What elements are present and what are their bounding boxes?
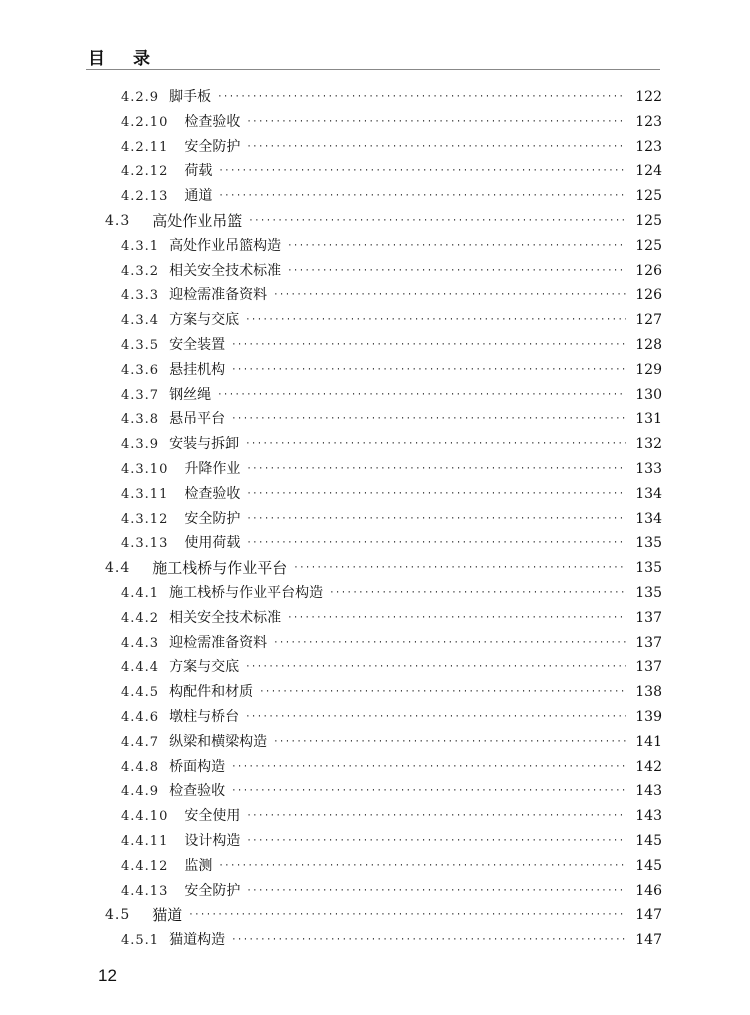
toc-entry-page: 147 [635, 932, 662, 949]
toc-entry-number: 4.3.12 [121, 511, 169, 527]
toc-entry-page: 137 [635, 634, 662, 651]
dot-leader [217, 383, 626, 408]
toc-subsection-entry[interactable] [121, 110, 662, 135]
toc-entry-title: 检查验收 [169, 783, 226, 800]
toc-subsection-entry[interactable] [121, 184, 662, 209]
toc-entry-title: 设计构造 [184, 833, 241, 849]
toc-subsection-entry[interactable] [121, 854, 662, 879]
toc-entry-title: 悬吊平台 [169, 411, 226, 428]
toc-entry-number: 4.3.10 [121, 462, 169, 477]
toc-entry-title: 荷载 [184, 163, 213, 180]
dot-leader [246, 507, 626, 532]
toc-entry-title: 安全装置 [169, 337, 226, 353]
toc-entry-page: 128 [635, 337, 662, 353]
page-header [88, 44, 150, 69]
toc-subsection-entry[interactable] [121, 779, 662, 804]
toc-subsection-entry[interactable] [121, 680, 662, 705]
dot-leader [287, 606, 626, 631]
toc-entry-number: 4.4.9 [121, 784, 160, 800]
toc-entry-page: 143 [635, 783, 662, 800]
toc-entry-page: 143 [635, 808, 662, 825]
toc-entry-page: 135 [635, 560, 662, 577]
toc-entry-title: 安装与拆卸 [169, 436, 240, 453]
toc-entry-page: 137 [635, 659, 662, 676]
toc-entry-page: 125 [635, 188, 662, 205]
toc-entry-page: 141 [635, 733, 662, 750]
toc-entry-page: 127 [635, 312, 662, 329]
dot-leader [259, 680, 626, 705]
toc-subsection-entry[interactable] [121, 85, 662, 110]
toc-subsection-entry[interactable] [121, 928, 662, 953]
toc-subsection-entry[interactable] [121, 333, 662, 358]
toc-entry-page: 129 [635, 361, 662, 378]
toc-entry-page: 142 [635, 758, 662, 775]
toc-entry-title: 监测 [184, 857, 213, 874]
toc-entry-number: 4.3 [105, 213, 131, 229]
toc-entry-number: 4.4.3 [121, 635, 160, 651]
dot-leader [273, 631, 626, 656]
toc-entry-title: 升降作业 [184, 461, 241, 477]
toc-entry-title: 纵梁和横梁构造 [169, 733, 268, 750]
toc-entry-title: 安全防护 [184, 138, 241, 155]
dot-leader [231, 928, 626, 953]
dot-leader [231, 779, 626, 804]
toc-entry-page: 137 [635, 609, 662, 626]
toc-section-entry[interactable] [105, 556, 662, 581]
toc-entry-page: 147 [635, 907, 662, 924]
toc-subsection-entry[interactable] [121, 234, 662, 259]
toc-subsection-entry[interactable] [121, 482, 662, 507]
toc-entry-title: 脚手板 [169, 89, 212, 105]
toc-entry-number: 4.4.13 [121, 883, 169, 899]
toc-subsection-entry[interactable] [121, 581, 662, 606]
toc-subsection-entry[interactable] [121, 755, 662, 780]
dot-leader [231, 407, 626, 432]
toc-subsection-entry[interactable] [121, 655, 662, 680]
dot-leader [217, 85, 626, 110]
dot-leader [245, 655, 626, 680]
toc-entry-title: 迎检需准备资料 [169, 287, 268, 304]
toc-subsection-entry[interactable] [121, 159, 662, 184]
toc-section-entry[interactable] [105, 209, 662, 234]
toc-entry-number: 4.4.6 [121, 710, 160, 725]
toc-entry-number: 4.3.4 [121, 313, 160, 329]
toc-entry-page: 134 [635, 485, 662, 502]
toc-entry-number: 4.5.1 [121, 933, 160, 949]
toc-entry-title: 安全防护 [184, 510, 241, 527]
toc-entry-title: 安全防护 [184, 882, 241, 899]
dot-leader [246, 135, 626, 160]
dot-leader [188, 903, 626, 928]
toc-entry-number: 4.3.3 [121, 288, 160, 304]
toc-entry-title: 施工栈桥与作业平台 [152, 559, 288, 578]
header-char-1: 目 [88, 49, 105, 69]
toc-subsection-entry[interactable] [121, 457, 662, 482]
toc-entry-number: 4.3.6 [121, 362, 160, 378]
toc-entry-title: 方案与交底 [169, 312, 240, 329]
dot-leader [218, 159, 626, 184]
dot-leader [287, 259, 626, 284]
toc-entry-title: 高处作业吊篮 [152, 212, 243, 230]
dot-leader [246, 879, 626, 904]
toc-entry-page: 130 [635, 386, 662, 403]
toc-entry-title: 钢丝绳 [169, 386, 212, 403]
toc-subsection-entry[interactable] [121, 407, 662, 432]
toc-entry-number: 4.4.8 [121, 759, 160, 775]
toc-entry-page: 126 [635, 262, 662, 279]
toc-entry-title: 迎检需准备资料 [169, 634, 268, 651]
toc-entry-number: 4.3.9 [121, 437, 160, 453]
toc-entry-title: 相关安全技术标准 [169, 609, 282, 626]
toc-entry-number: 4.4.2 [121, 610, 160, 626]
toc-entry-number: 4.3.5 [121, 338, 160, 353]
toc-entry-number: 4.2.10 [121, 114, 169, 130]
toc-entry-page: 134 [635, 510, 662, 527]
dot-leader [293, 556, 626, 581]
header-char-2: 录 [133, 49, 150, 69]
dot-leader [246, 804, 626, 829]
toc-entry-page: 125 [635, 237, 662, 254]
dot-leader [231, 333, 626, 358]
toc-entry-number: 4.3.7 [121, 387, 160, 403]
toc-entry-page: 131 [635, 411, 662, 428]
dot-leader [248, 209, 626, 234]
toc-entry-page: 122 [635, 89, 662, 105]
dot-leader [273, 730, 626, 755]
toc-subsection-entry[interactable] [121, 135, 662, 160]
toc-entry-page: 139 [635, 709, 662, 725]
toc-entry-number: 4.2.9 [121, 90, 160, 105]
toc-entry-title: 通道 [184, 188, 213, 205]
toc-entry-number: 4.4 [105, 560, 131, 577]
toc-entry-number: 4.4.12 [121, 858, 169, 874]
toc-entry-number: 4.3.2 [121, 263, 160, 279]
toc-subsection-entry[interactable] [121, 383, 662, 408]
toc-subsection-entry[interactable] [121, 804, 662, 829]
toc-subsection-entry[interactable] [121, 879, 662, 904]
toc-entry-title: 检查验收 [184, 113, 241, 130]
dot-leader [231, 358, 626, 383]
toc-entry-number: 4.2.13 [121, 189, 169, 205]
toc-subsection-entry[interactable] [121, 829, 662, 854]
page-number: 12 [98, 966, 117, 985]
toc-entry-page: 138 [635, 684, 662, 701]
toc-entry-title: 方案与交底 [169, 659, 240, 676]
toc-subsection-entry[interactable] [121, 705, 662, 730]
toc-entry-number: 4.5 [105, 907, 131, 924]
toc-entry-number: 4.4.7 [121, 734, 160, 750]
toc-subsection-entry[interactable] [121, 507, 662, 532]
toc-entry-title: 相关安全技术标准 [169, 262, 282, 279]
toc-entry-number: 4.4.4 [121, 660, 160, 676]
toc-entry-number: 4.4.11 [121, 834, 169, 849]
toc-entry-page: 145 [635, 833, 662, 849]
toc-entry-title: 高处作业吊篮构造 [169, 237, 282, 254]
toc-entry-number: 4.3.8 [121, 412, 160, 428]
toc-entry-number: 4.4.5 [121, 685, 160, 701]
toc-entry-page: 135 [635, 535, 662, 552]
toc-entry-title: 猫道构造 [169, 932, 226, 949]
toc-entry-page: 123 [635, 138, 662, 155]
toc-entry-number: 4.4.1 [121, 586, 160, 601]
dot-leader [246, 829, 626, 854]
toc-entry-page: 135 [635, 585, 662, 601]
toc-entry-number: 4.2.12 [121, 164, 169, 180]
toc-entry-page: 146 [635, 882, 662, 899]
dot-leader [246, 531, 626, 556]
toc-entry-number: 4.3.1 [121, 238, 160, 254]
toc-entry-title: 检查验收 [184, 485, 241, 502]
toc-subsection-entry[interactable] [121, 358, 662, 383]
toc-entry-page: 125 [635, 213, 662, 229]
toc-subsection-entry[interactable] [121, 730, 662, 755]
dot-leader [245, 705, 626, 730]
toc-entry-number: 4.2.11 [121, 139, 169, 155]
dot-leader [246, 457, 626, 482]
toc-entry-title: 悬挂机构 [169, 361, 226, 378]
toc-subsection-entry[interactable] [121, 606, 662, 631]
toc-subsection-entry[interactable] [121, 259, 662, 284]
toc-entry-title: 墩柱与桥台 [169, 709, 240, 725]
toc-entry-number: 4.3.11 [121, 486, 169, 502]
toc-subsection-entry[interactable] [121, 432, 662, 457]
dot-leader [245, 432, 626, 457]
toc-entry-number: 4.3.13 [121, 536, 169, 552]
dot-leader [218, 854, 626, 879]
toc-entry-page: 126 [635, 287, 662, 304]
toc-entry-number: 4.4.10 [121, 809, 169, 825]
toc-subsection-entry[interactable] [121, 283, 662, 308]
dot-leader [273, 283, 626, 308]
toc-entry-title: 使用荷载 [184, 535, 241, 552]
dot-leader [246, 482, 626, 507]
dot-leader [231, 755, 626, 780]
toc-subsection-entry[interactable] [121, 531, 662, 556]
dot-leader [245, 308, 626, 333]
dot-leader [329, 581, 626, 606]
toc-subsection-entry[interactable] [121, 631, 662, 656]
toc-entry-title: 桥面构造 [169, 758, 226, 775]
toc-entry-page: 145 [635, 857, 662, 874]
toc-entry-page: 133 [635, 461, 662, 477]
toc-entry-page: 124 [635, 163, 662, 180]
toc-entry-title: 构配件和材质 [169, 684, 254, 701]
toc-entry-page: 123 [635, 113, 662, 130]
toc-section-entry[interactable] [105, 903, 662, 928]
toc-entry-title: 安全使用 [184, 808, 241, 825]
header-rule [86, 69, 660, 70]
toc-entry-title: 猫道 [152, 906, 183, 925]
toc-entry-title: 施工栈桥与作业平台构造 [169, 585, 324, 601]
toc-entry-page: 132 [635, 436, 662, 453]
dot-leader [246, 110, 626, 135]
dot-leader [287, 234, 626, 259]
toc-subsection-entry[interactable] [121, 308, 662, 333]
dot-leader [218, 184, 626, 209]
